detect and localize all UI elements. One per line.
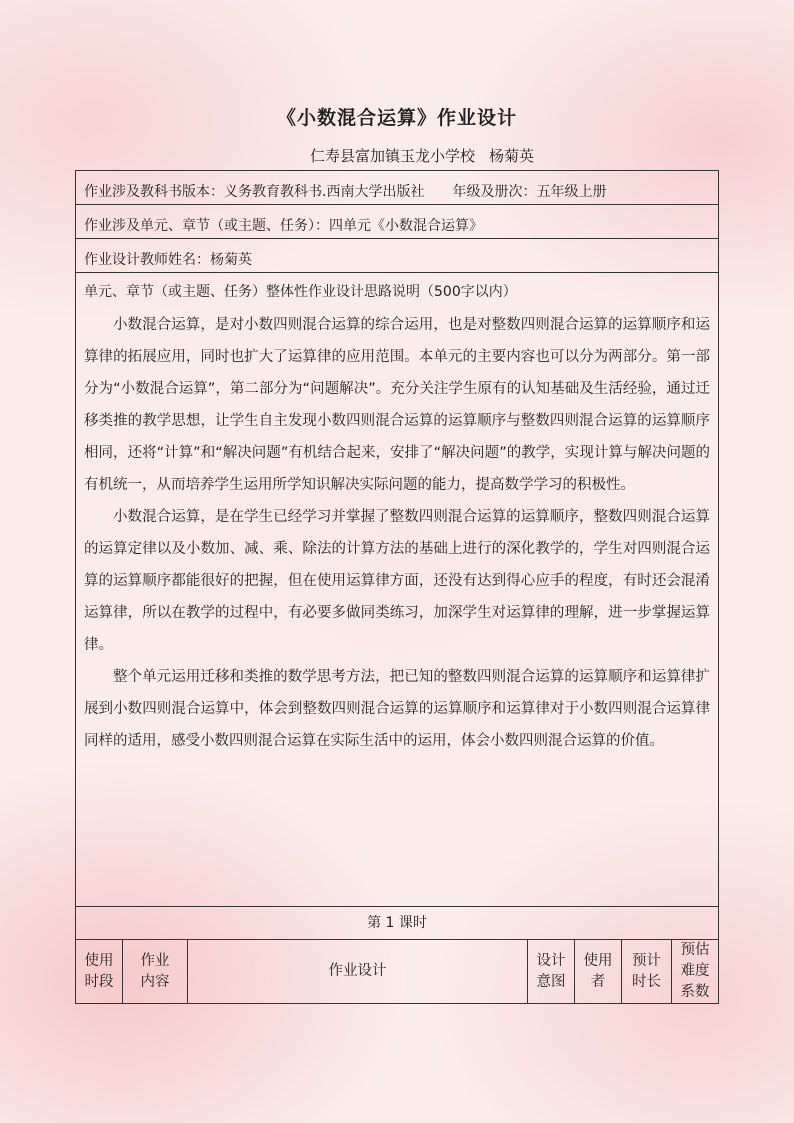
design-heading: 单元、章节（或主题、任务）整体性作业设计思路说明（500字以内） bbox=[84, 284, 517, 300]
col-assignment-content: 作业 内容 bbox=[123, 940, 188, 1004]
textbook-row bbox=[75, 170, 719, 205]
document-title: 《小数混合运算》作业设计 bbox=[276, 107, 517, 129]
unit-row bbox=[75, 204, 719, 239]
design-paragraph: 小数混合运算，是在学生已经学习并掌握了整数四则混合运算的运算顺序，整数四则混合运算的运算定律以及小数加、减、乘、除法的计算方法的基础上进行的深化教学的，学生对四则混合运算的运算顺序都能很好的把握，但在使用运算律方面，还没有达到得心应手的程度，有时还会混淆运算律，所以在教学的过程中，有必要多做同类练习，加深学生对运算律的理解，进一步掌握运算律。 bbox=[84, 509, 710, 653]
col-estimated-time: 预计 时长 bbox=[622, 940, 672, 1004]
design-paragraph: 整个单元运用迁移和类推的数学思考方法，把已知的整数四则混合运算的运算顺序和运算律扩展到小数四则混合运算中，体会到整数四则混合运算的运算顺序和运算律对于小数四则混合运算律同样的适用，感受小数四则混合运算在实际生活中的运用，体会小数四则混合运算的价值。 bbox=[84, 669, 710, 749]
author-name: 杨菊英 bbox=[489, 147, 535, 165]
col-user: 使用 者 bbox=[575, 940, 622, 1004]
design-paragraphs bbox=[84, 309, 710, 757]
unit-info: 作业涉及单元、章节（或主题、任务）：四单元《小数混合运算》 bbox=[84, 218, 483, 234]
school-name: 仁寿县富加镇玉龙小学校 bbox=[310, 147, 476, 165]
teacher-info: 作业设计教师姓名：杨菊英 bbox=[84, 252, 252, 268]
col-design-intent: 设计 意图 bbox=[528, 940, 575, 1004]
col-difficulty-coefficient: 预估 难度 系数 bbox=[672, 940, 719, 1004]
design-paragraph: 小数混合运算，是对小数四则混合运算的综合运用，也是对整数四则混合运算的运算顺序和运算律的拓展应用，同时也扩大了运算律的应用范围。本单元的主要内容也可以分为两部分。第一部分为“小数混合运算”，第二部分为“问题解决”。充分关注学生原有的认知基础及生活经验，通过迁移类推的教学思想，让学生自主发现小数四则混合运算的运算顺序与整数四则混合运算的运算顺序相同，还将“计算”和“解决问题”有机结合起来，安排了“解决问题”的教学，实现计算与解决问题的有机统一，从而培养学生运用所学知识解决实际问题的能力，提高数学学习的积极性。 bbox=[84, 317, 710, 493]
teacher-row bbox=[75, 238, 719, 273]
col-assignment-design: 作业设计 bbox=[188, 940, 528, 1004]
author-line bbox=[310, 145, 534, 166]
textbook-info: 作业涉及教科书版本：义务教育教科书.西南大学出版社 年级及册次：五年级上册 bbox=[84, 184, 607, 200]
lesson-header: 第 1 课时 bbox=[75, 906, 719, 940]
assignment-table-header bbox=[75, 939, 719, 1004]
design-description-cell bbox=[75, 272, 719, 907]
col-usage-period: 使用 时段 bbox=[76, 940, 123, 1004]
